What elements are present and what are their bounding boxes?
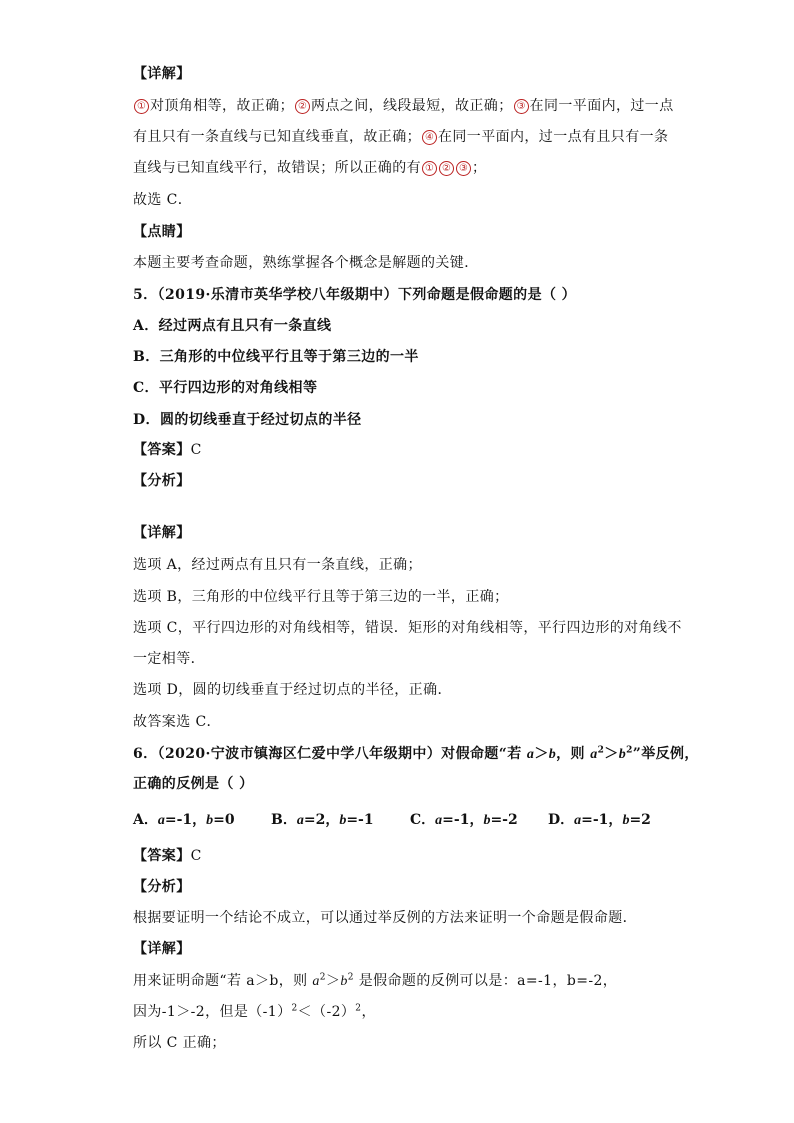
text: ＜（-2） [297, 1004, 356, 1020]
q6-detail-3: 所以 C 正确； [133, 1035, 226, 1051]
variable: b [622, 813, 630, 828]
q6-detail-tag: 【详解】 [133, 941, 191, 957]
q6-option-b [271, 809, 374, 832]
text: =-1， [581, 812, 623, 828]
q5-detail-6: 故答案选 C． [133, 714, 221, 730]
detail-line-2 [133, 126, 668, 148]
q6-analysis: 根据要证明一个结论不成立，可以通过举反例的方法来证明一个命题是假命题． [133, 910, 637, 926]
text: =-1， [164, 812, 207, 828]
variable: b [339, 813, 347, 828]
q5-detail-3: 选项 C，平行四边形的对角线相等，错误．矩形的对角线相等，平行四边形的对角线不 [133, 620, 682, 636]
variable: a [157, 813, 165, 828]
text: B． [271, 812, 297, 828]
circled-number: ③ [456, 161, 471, 176]
text: =2， [303, 812, 340, 828]
exponent: 2 [347, 972, 354, 983]
text: =-2 [490, 812, 518, 828]
q6-analysis-tag: 【分析】 [133, 879, 191, 895]
text: ＞ [325, 973, 341, 989]
text: C． [410, 812, 436, 828]
text: 是假命题的反例可以是：a=-1，b=-2， [353, 973, 618, 989]
text: ， [361, 1004, 376, 1020]
q5-analysis-tag: 【分析】 [133, 473, 191, 489]
circled-number: ② [295, 99, 310, 114]
text: =2 [629, 812, 651, 828]
q5-detail-2: 选项 B，三角形的中位线平行且等于第三边的一半，正确； [133, 589, 509, 605]
text: 两点之间，线段最短，故正确； [311, 98, 513, 114]
text: ＞ [604, 746, 619, 762]
circled-number: ② [439, 161, 454, 176]
answer-value: C [190, 442, 202, 458]
text: 在同一平面内，过一点有且只有一条 [438, 129, 669, 145]
answer-value: C [190, 848, 202, 864]
text: 直线与已知直线平行，故错误；所以正确的有 [133, 160, 421, 176]
detail-line-1 [133, 95, 674, 117]
variable: a [526, 747, 535, 762]
q6-option-c [410, 809, 518, 832]
q5-option-d: D．圆的切线垂直于经过切点的半径 [133, 412, 362, 428]
circled-number: ③ [514, 99, 529, 114]
text: ； [472, 160, 487, 176]
circled-number: ① [422, 161, 437, 176]
q5-option-b: B．三角形的中位线平行且等于第三边的一半 [133, 349, 419, 365]
q5-answer [133, 439, 202, 461]
q6-answer [133, 845, 202, 867]
q6-option-d [548, 809, 651, 832]
text: ”举反例， [632, 746, 699, 762]
q6-detail-2 [133, 1001, 376, 1023]
answer-tag: 【答案】 [133, 442, 191, 458]
variable: b [618, 747, 627, 762]
variable: b [483, 813, 491, 828]
variable: a [590, 747, 598, 762]
comment-line: 本题主要考查命题，熟练掌握各个概念是解题的关键． [133, 255, 479, 271]
q5-detail-4: 一定相等． [133, 651, 205, 667]
choose-line: 故选 C． [133, 192, 193, 208]
text: =-1， [442, 812, 484, 828]
question-6-title-line2: 正确的反例是（ ） [133, 776, 254, 792]
text: 用来证明命题“若 a＞b，则 [133, 973, 313, 989]
section-tag-detail: 【详解】 [133, 66, 191, 82]
exponent: 2 [626, 745, 633, 756]
variable: b [206, 813, 214, 828]
text: =-1 [346, 812, 374, 828]
variable: b [340, 974, 348, 989]
q5-detail-5: 选项 D，圆的切线垂直于经过切点的半径，正确． [133, 682, 452, 698]
q5-option-a: A．经过两点有且只有一条直线 [133, 318, 332, 334]
exponent: 2 [355, 1003, 362, 1014]
question-6-title [133, 743, 699, 766]
q5-detail-tag: 【详解】 [133, 525, 191, 541]
text: ，则 [556, 746, 591, 762]
text: A． [133, 812, 158, 828]
answer-tag: 【答案】 [133, 848, 191, 864]
detail-line-3 [133, 157, 486, 179]
text: 对顶角相等，故正确； [150, 98, 294, 114]
text: D． [548, 812, 575, 828]
variable: b [548, 747, 557, 762]
q5-option-c: C．平行四边形的对角线相等 [133, 380, 318, 396]
text: 因为-1＞-2，但是（-1） [133, 1004, 292, 1020]
q6-detail-1 [133, 970, 617, 993]
text: ＞ [534, 746, 549, 762]
exponent: 2 [291, 1003, 298, 1014]
exponent: 2 [319, 972, 326, 983]
q6-option-a [133, 809, 235, 832]
circled-number: ① [134, 99, 149, 114]
text: 在同一平面内，过一点 [529, 98, 674, 114]
section-tag-comment: 【点睛】 [133, 224, 191, 240]
variable: a [574, 813, 582, 828]
q5-detail-1: 选项 A，经过两点有且只有一条直线，正确； [133, 557, 422, 573]
variable: a [312, 974, 320, 989]
text: =0 [213, 812, 235, 828]
exponent: 2 [597, 745, 605, 756]
text: 6．（2020·宁波市镇海区仁爱中学八年级期中）对假命题“若 [133, 746, 527, 762]
text: 有且只有一条直线与已知直线垂直，故正确； [133, 129, 421, 145]
variable: a [435, 813, 443, 828]
variable: a [296, 813, 304, 828]
circled-number: ④ [422, 130, 437, 145]
question-5-title: 5．（2019·乐清市英华学校八年级期中）下列命题是假命题的是（ ） [133, 287, 577, 303]
